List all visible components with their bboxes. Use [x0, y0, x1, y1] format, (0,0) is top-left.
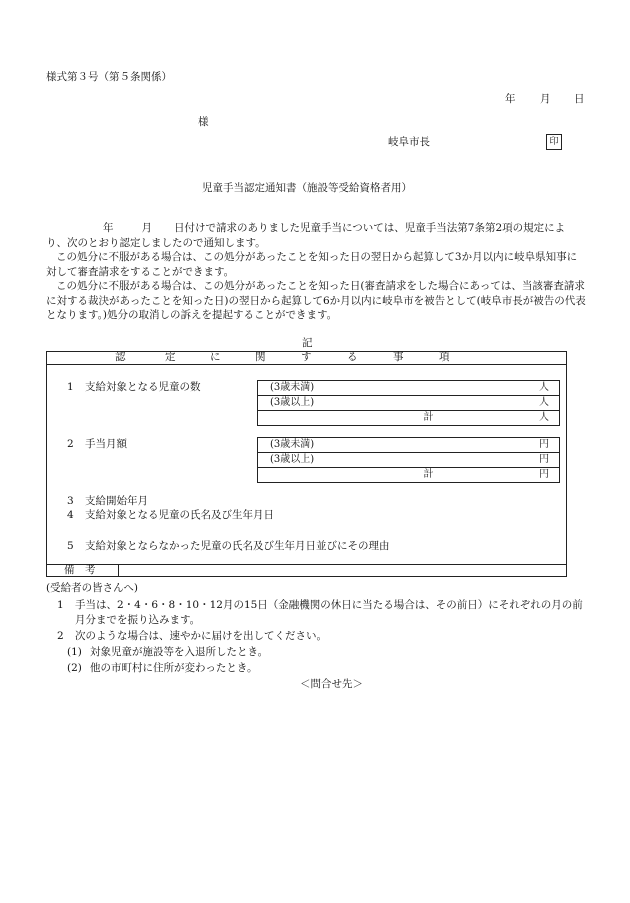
remarks-label: 備 考 [64, 564, 96, 576]
date-month: 月 [540, 93, 551, 105]
remarks-divider [46, 564, 567, 565]
row-unit: 円 [539, 439, 549, 450]
box-row [258, 438, 559, 453]
row-unit: 円 [539, 454, 549, 465]
table-header-char: に [210, 351, 221, 363]
item-monthly-amount [67, 437, 127, 451]
table-header-char: る [347, 351, 358, 363]
box-total-row [258, 411, 559, 425]
sub-note-number: (1) [67, 646, 82, 658]
row-label: (3歳未満) [270, 439, 315, 450]
sub-note-address: 他の市町村に住所が変わったとき。 [90, 662, 258, 674]
seal-stamp: 印 [546, 134, 562, 150]
total-label: 計 [423, 412, 434, 423]
item-label: 支給開始年月 [85, 495, 148, 507]
item-label: 支給対象とならなかった児童の氏名及び生年月日並びにその理由 [85, 540, 390, 552]
body-text [46, 221, 586, 323]
item-number: 3 [67, 495, 74, 507]
paragraph-appeal-lawsuit: この処分に不服がある場合は、この処分があったことを知った日(審査請求をした場合にあっては、当該審査請求に対する裁決があったことを知った日)の翌日から起算して6か月以内に岐阜市を被告として(岐阜市長が被告の代表となります。)処分の取消しの訴えを提起することができます。 [46, 280, 586, 321]
item-start-month [67, 494, 148, 508]
note-report-changes: 次のような場合は、速やかに届けを出してください。 [75, 630, 327, 642]
form-number: 様式第３号（第５条関係） [46, 71, 172, 83]
ki-mark: 記 [302, 337, 313, 349]
row-unit: 円 [539, 469, 549, 480]
contact-heading: ＜問合せ先＞ [300, 678, 363, 690]
item-child-count [67, 380, 201, 394]
row-unit: 人 [539, 397, 549, 408]
row-label: (3歳以上) [270, 397, 315, 408]
blank-year: 年 [103, 222, 114, 234]
item-label: 支給対象となる児童の氏名及び生年月日 [85, 509, 274, 521]
note-number: 2 [57, 630, 64, 642]
item-number: 5 [67, 540, 74, 552]
note-number: 1 [57, 599, 64, 611]
date-day: 日 [574, 93, 585, 105]
item-number: 2 [67, 438, 74, 450]
item-label: 手当月額 [85, 438, 127, 450]
date-year: 年 [505, 93, 516, 105]
table-header-char: 関 [255, 351, 266, 363]
paragraph-appeal-review: この処分に不服がある場合は、この処分があったことを知った日の翌日から起算して3か月以内に岐阜県知事に対して審査請求をすることができます。 [46, 251, 578, 278]
sub-note-facility: 対象児童が施設等を入退所したとき。 [90, 646, 269, 658]
monthly-amount-box [257, 437, 560, 483]
total-label: 計 [423, 469, 434, 480]
paragraph-notification [46, 221, 586, 250]
item-ineligible-children [67, 539, 390, 553]
paragraph-notification-text: 日付けで請求のありました児童手当については、児童手当法第7条第2項の規定により、次のとおり認定しましたので通知します。 [46, 222, 566, 249]
addressee-suffix: 様 [198, 116, 209, 128]
table-header-char: 項 [439, 351, 450, 363]
box-total-row [258, 468, 559, 482]
box-row [258, 453, 559, 468]
remarks-column-divider [118, 564, 119, 577]
table-header-char: 定 [165, 351, 176, 363]
notes-heading: (受給者の皆さんへ) [46, 582, 138, 594]
document-title: 児童手当認定通知書（施設等受給資格者用） [202, 182, 412, 194]
table-header-char: 認 [115, 351, 126, 363]
issuer-name: 岐阜市長 [388, 136, 430, 148]
item-label: 支給対象となる児童の数 [85, 381, 201, 393]
item-eligible-children [67, 508, 274, 522]
row-label: (3歳未満) [270, 382, 315, 393]
box-row [258, 396, 559, 411]
blank-month: 月 [141, 222, 152, 234]
item-number: 4 [67, 509, 74, 521]
row-label: (3歳以上) [270, 454, 315, 465]
row-unit: 人 [539, 382, 549, 393]
box-row [258, 381, 559, 396]
table-header-char: す [301, 351, 312, 363]
header-divider [46, 364, 567, 365]
child-count-box [257, 380, 560, 426]
item-number: 1 [67, 381, 74, 393]
row-unit: 人 [539, 412, 549, 423]
sub-note-number: (2) [67, 662, 82, 674]
note-payment-schedule: 手当は、2・4・6・8・10・12月の15日（金融機関の休日に当たる場合は、その前日）にそれぞれの月の前月分までを振り込みます。 [75, 599, 583, 626]
table-header-char: 事 [393, 351, 404, 363]
